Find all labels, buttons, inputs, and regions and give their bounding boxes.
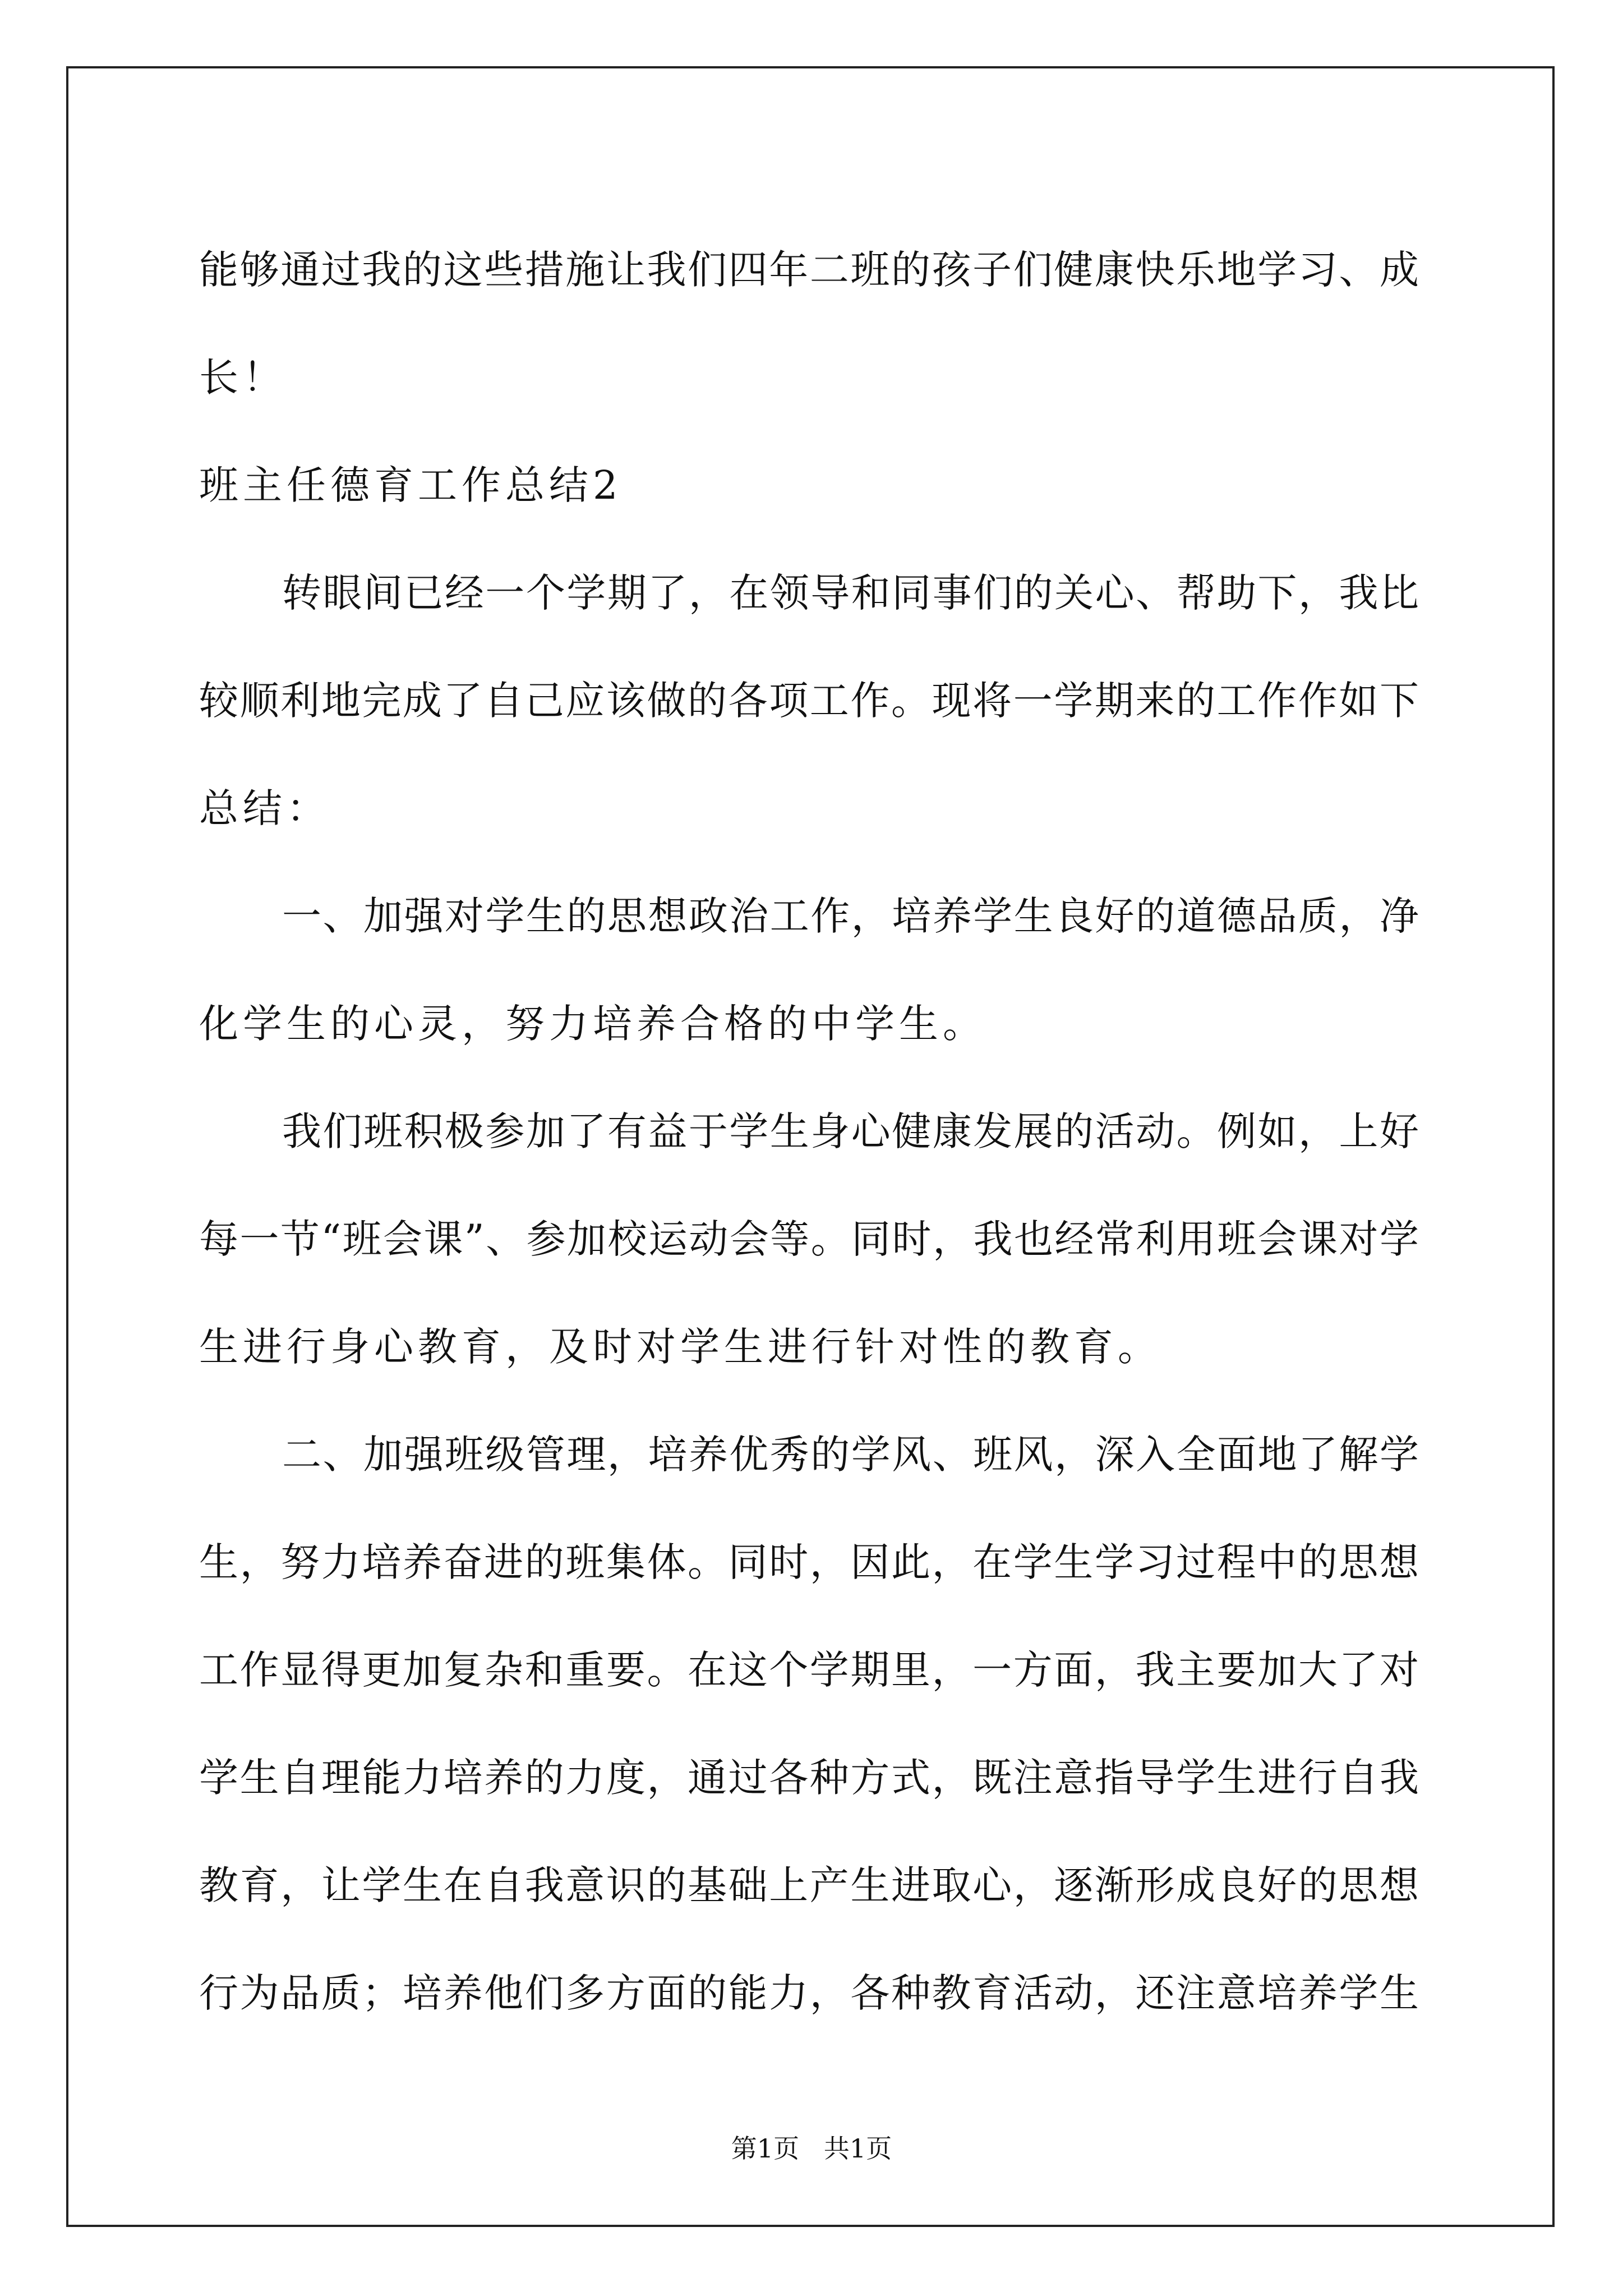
paragraph-first-line: 转眼间已经一个学期了，在领导和同事们的关心、帮助下，我比 — [282, 570, 1419, 616]
paragraph-first-line: 我们班积极参加了有益于学生身心健康发展的活动。例如，上好 — [282, 1108, 1419, 1154]
text-line: 行为品质；培养他们多方面的能力，各种教育活动，还注意培养学生 — [199, 1970, 1419, 2016]
document-body — [199, 216, 1419, 2047]
text-line: 长！ — [199, 355, 287, 401]
text-line: 每一节“班会课”、参加校运动会等。同时，我也经常利用班会课对学 — [199, 1216, 1419, 1262]
text-line: 化学生的心灵，努力培养合格的中学生。 — [199, 1001, 986, 1047]
section-heading: 班主任德育工作总结2 — [199, 462, 623, 508]
text-line: 工作显得更加复杂和重要。在这个学期里，一方面，我主要加大了对 — [199, 1647, 1419, 1693]
paragraph-first-line: 一、加强对学生的思想政治工作，培养学生良好的道德品质，净 — [282, 893, 1419, 939]
text-line: 生进行身心教育，及时对学生进行针对性的教育。 — [199, 1324, 1161, 1370]
text-line: 较顺利地完成了自己应该做的各项工作。现将一学期来的工作作如下 — [199, 678, 1419, 724]
text-line: 教育，让学生在自我意识的基础上产生进取心，逐渐形成良好的思想 — [199, 1862, 1419, 1908]
text-line: 总结： — [199, 785, 330, 831]
paragraph-first-line: 二、加强班级管理，培养优秀的学风、班风，深入全面地了解学 — [282, 1432, 1419, 1478]
text-line: 能够通过我的这些措施让我们四年二班的孩子们健康快乐地学习、成 — [199, 247, 1419, 293]
page-number-footer: 第1页 共1页 — [731, 2133, 892, 2164]
text-line: 学生自理能力培养的力度，通过各种方式，既注意指导学生进行自我 — [199, 1755, 1419, 1801]
text-line: 生，努力培养奋进的班集体。同时，因此，在学生学习过程中的思想 — [199, 1539, 1419, 1585]
